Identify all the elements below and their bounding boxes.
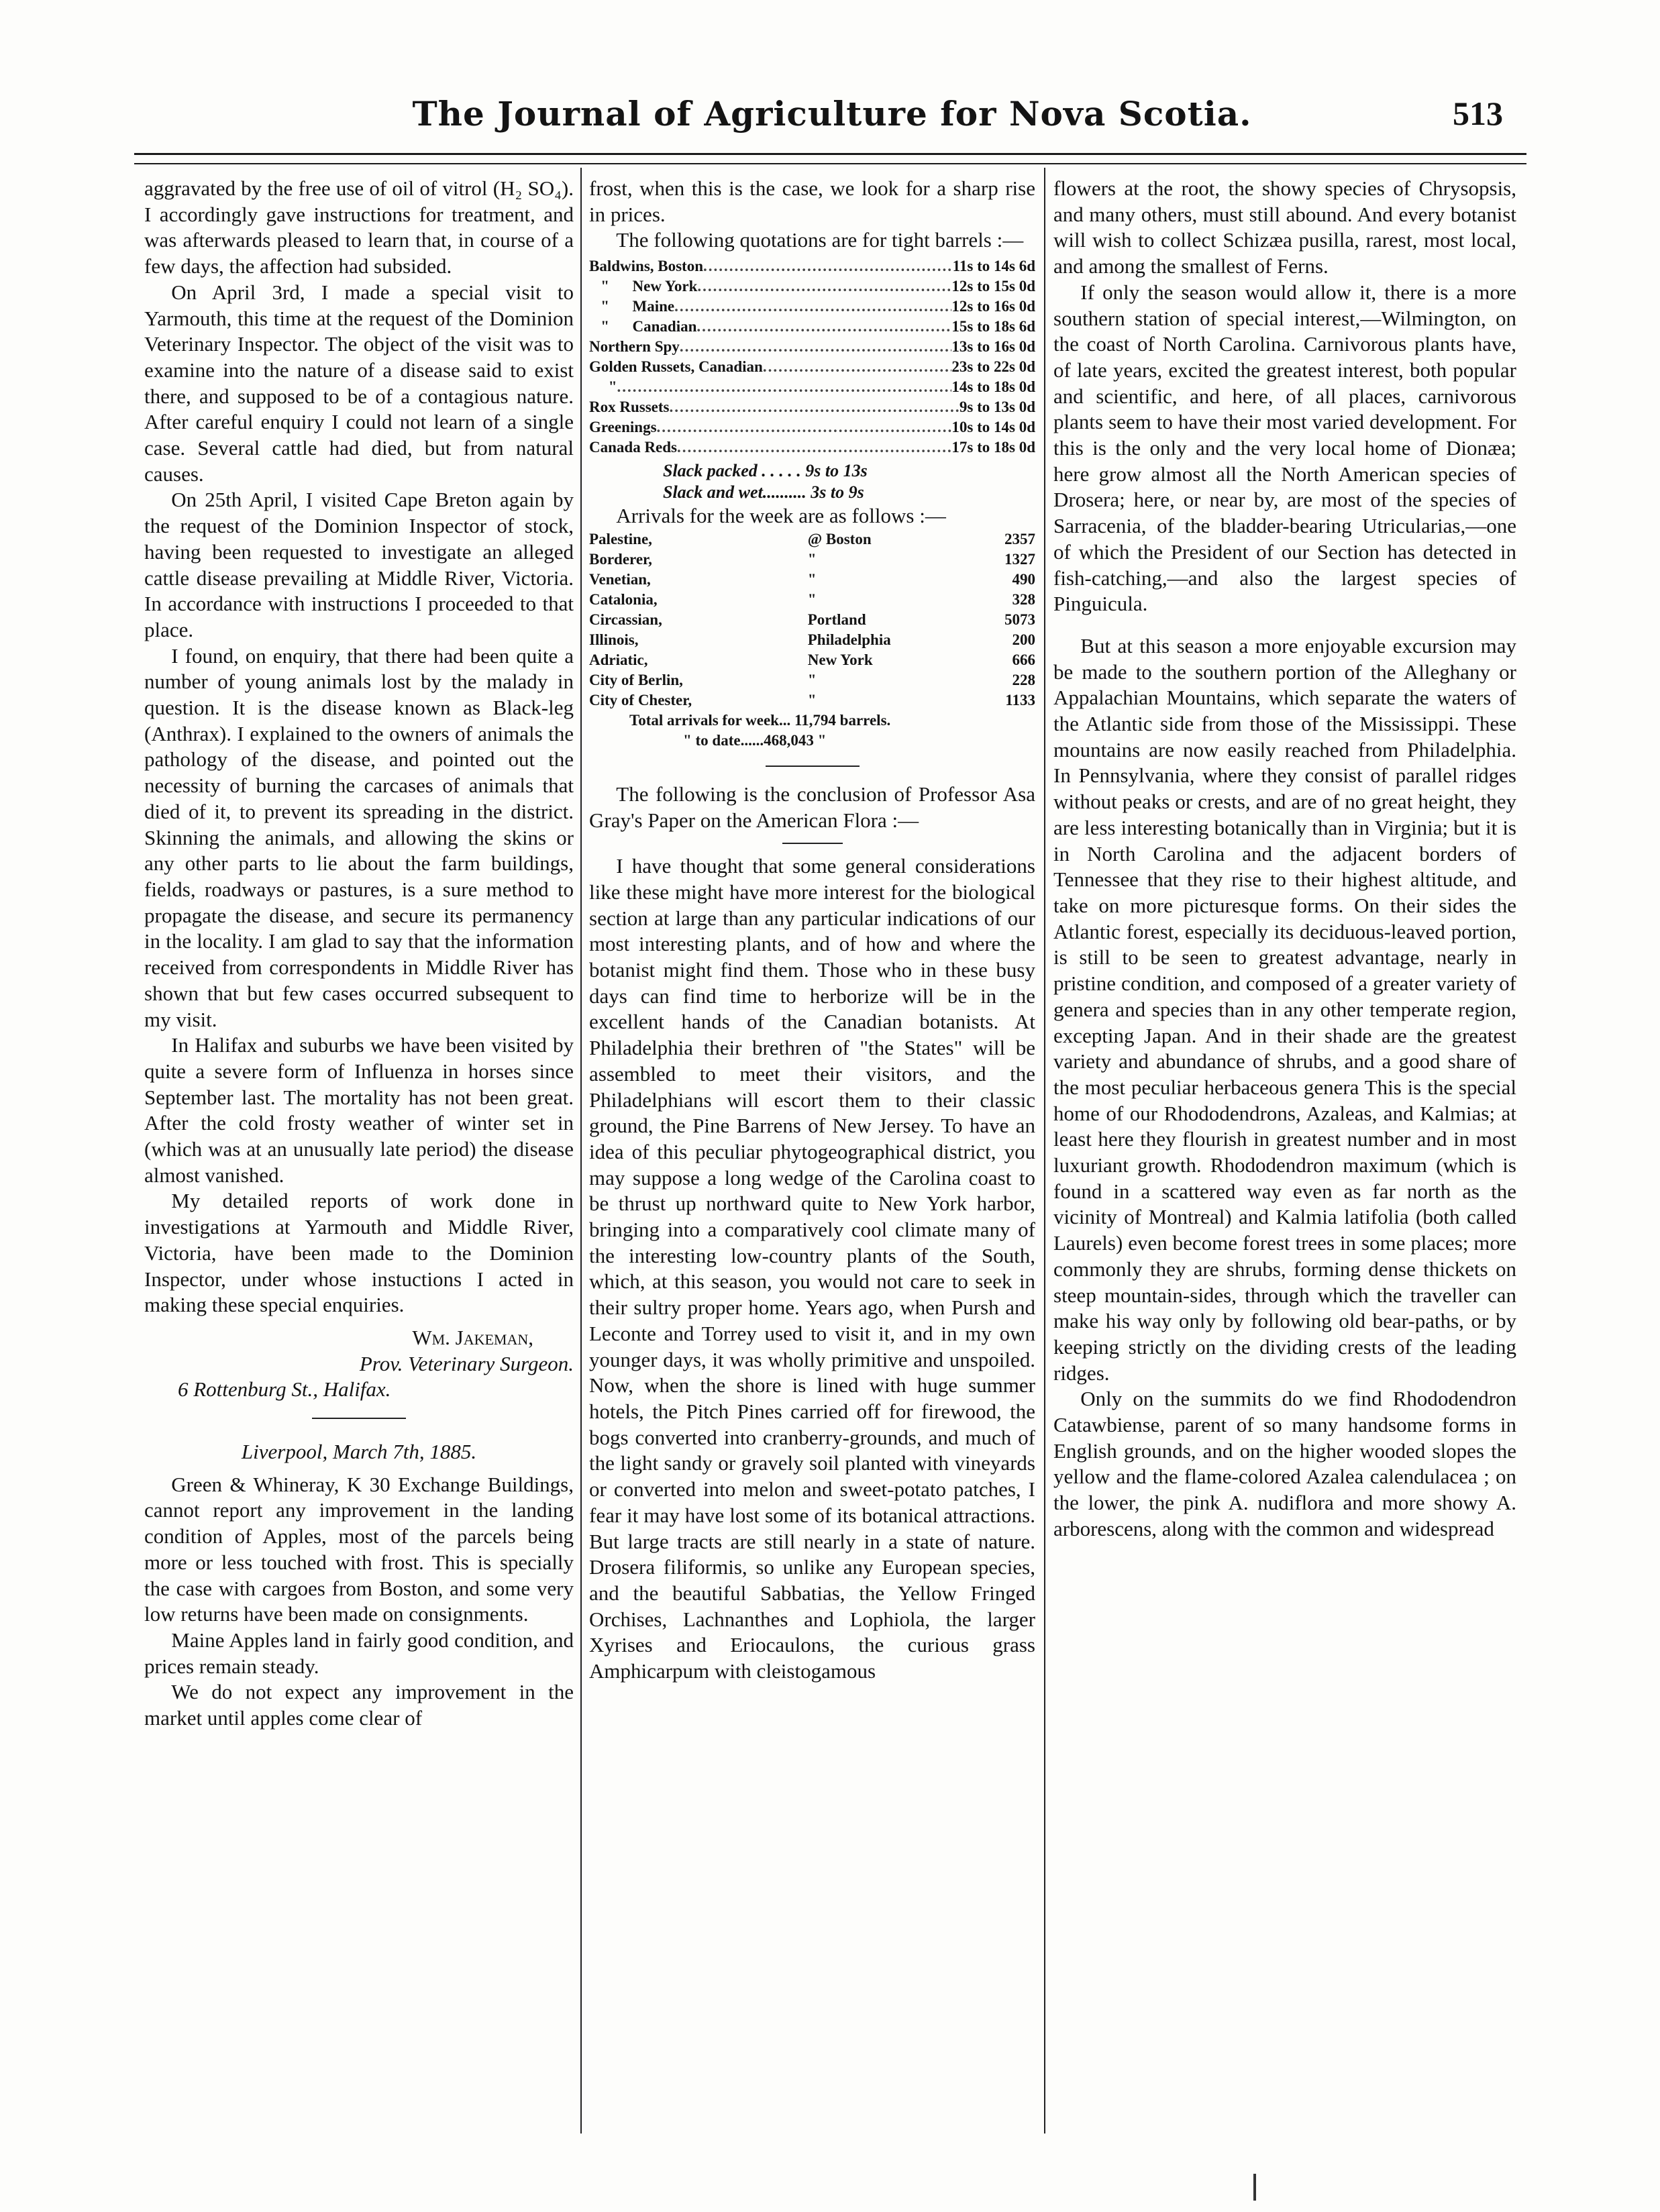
price-quotations-table	[589, 256, 1035, 458]
paragraph: I have thought that some general considerations like these might have more interest for the biological section at large than any particular indications of our most interesting plants, and of how and where the botanist might find them. Those who in these busy days can find time to herborize will be in the excellent hands of the Canadian botanists. At Philadelphia their brethren of "the States" will be assembled to meet their visitors, and the Philadelphians will escort them to their classic ground, the Pine Barrens of New Jersey. To have an idea of this peculiar phytogeographical district, you may suppose a long wedge of the Carolina coast to be thrust up northward quite to New York harbor, bringing into a comparatively cool climate many of the interesting low-country plants of the South, which, at this season, you would not care to seek in their sultry proper home. Years ago, when Pursh and Leconte and Torrey used to visit it, and in my own younger days, it was wholly primitive and unspoiled. Now, when the shore is lined with huge summer hotels, the Pitch Pines carried off for firewood, the bogs converted into cranberry-grounds, and much of the light sandy or gravely soil planted with vineyards or converted into melon and sweet-potato patches, I fear it may have lost some of its botanical attractions. But large tracts are still nearly in a state of nature. Drosera filiformis, so unlike any European species, and the beautiful Sabbatias, the Yellow Fringed Orchises, Lachnanthes and Lophiola, the larger Xyrises and Eriocaulons, the curious grass Amphicarpum with cleistogamous	[589, 854, 1035, 1683]
arrival-barrels: 1133	[1005, 691, 1035, 708]
quotation-variety: Golden Russets, Canadian	[589, 358, 763, 376]
quotation-variety: " Maine	[589, 298, 675, 315]
print-mark	[1253, 2174, 1256, 2201]
paragraph: The following is the conclusion of Professor Asa Gray's Paper on the American Flora :—	[589, 782, 1035, 832]
arrival-ship: City of Chester,	[589, 691, 692, 708]
paragraph: On April 3rd, I made a special visit to Yarmouth, this time at the request of the Dominion Veterinary Inspector. The object of the visit was to examine into the nature of a disease said to exist there, and supposed to be of a contagious nature. After careful enquiry I could not learn of a single case. Several cattle had died, but from natural causes.	[144, 280, 574, 486]
paragraph: My detailed reports of work done in investigations at Yarmouth and Middle River, Victoria, have been made to the Dominion Inspector, under whose instuctions I acted in making these special enquiries.	[144, 1189, 574, 1317]
quotation-variety: Greenings	[589, 419, 657, 436]
paragraph: Arrivals for the week are as follows :—	[616, 504, 946, 528]
quotation-price: 11s to 14s 6d	[952, 258, 1035, 275]
quotation-row	[589, 297, 1035, 317]
quotation-price: 10s to 14s 0d	[951, 419, 1035, 436]
section-divider	[312, 1418, 406, 1419]
arrival-port: Portland	[807, 611, 866, 628]
arrival-row	[589, 630, 1035, 650]
arrival-ship: Borderer,	[589, 550, 652, 568]
quotation-row	[589, 377, 1035, 397]
signature-title: Prov. Veterinary Surgeon.	[359, 1351, 574, 1375]
leader-dots	[657, 417, 952, 437]
paragraph: The following quotations are for tight barrels :—	[616, 228, 1024, 252]
paragraph: If only the season would allow it, there is a more southern station of special interest,—Wilmington, on the coast of North Carolina. Carnivorous plants have, of late years, excited the greatest interest, both popular and scientific, and here, of all places, carnivorous plants seem to have their most varied development. For this is the only and the very local home of Dionæa; here grow almost all the North American species of Drosera; here, or near by, are most of the species of Sarracenia, of the bladder-bearing Utricularias,—one of which the President of our Section has detected in fish-catching,—and also the largest species of Pinguicula.	[1053, 280, 1516, 616]
signature-block	[144, 1325, 574, 1403]
quotation-price: 23s to 22s 0d	[951, 358, 1035, 376]
arrival-port: "	[807, 570, 817, 588]
arrival-barrels: 1327	[1004, 550, 1035, 568]
quotation-variety: "	[589, 378, 617, 396]
total-week: Total arrivals for week... 11,794 barrels.	[629, 711, 891, 729]
arrival-row	[589, 690, 1035, 710]
arrival-ship: Illinois,	[589, 631, 639, 648]
leader-dots	[677, 437, 951, 458]
quotation-row	[589, 256, 1035, 276]
arrival-port: "	[807, 590, 817, 608]
arrival-barrels: 228	[1012, 671, 1035, 688]
paragraph: Maine Apples land in fairly good condition, and prices remain steady.	[144, 1628, 574, 1678]
arrival-barrels: 328	[1012, 590, 1035, 608]
journal-title: The Journal of Agriculture for Nova Scotia.	[412, 94, 1252, 134]
paragraph: Green & Whineray, K 30 Exchange Buildings, cannot report any improvement in the landing condition of Apples, most of the parcels being more or less touched with frost. This is specially the case with cargoes from Boston, and some very low returns have been made on consignments.	[144, 1472, 574, 1626]
quotation-variety: Rox Russets	[589, 399, 670, 416]
paragraph: We do not expect any improvement in the market until apples come clear of	[144, 1680, 574, 1730]
quotation-row	[589, 437, 1035, 458]
arrival-row	[589, 670, 1035, 690]
column-1	[144, 176, 574, 1732]
slack-packed-line: Slack packed . . . . . 9s to 13s	[663, 461, 868, 481]
leader-dots	[674, 297, 951, 317]
arrival-port: "	[807, 671, 817, 688]
arrivals-table	[589, 529, 1035, 710]
column-divider-2	[1044, 168, 1045, 2134]
arrival-port: "	[807, 691, 817, 708]
page-number: 513	[1453, 95, 1503, 132]
quotation-price: 14s to 18s 0d	[951, 378, 1035, 396]
arrival-row	[589, 650, 1035, 670]
paragraph: aggravated by the free use of oil of vitrol (H₂ SO₄). I accordingly gave instructions for treatment, and was afterwards pleased to learn that, in course of a few days, the affection had subsided.	[144, 176, 574, 278]
leader-dots	[617, 377, 952, 397]
leader-dots	[696, 317, 951, 337]
slack-wet-line: Slack and wet.......... 3s to 9s	[663, 482, 864, 503]
arrival-ship: Circassian,	[589, 611, 662, 628]
section-divider	[782, 843, 843, 844]
page-header	[161, 94, 1503, 154]
arrival-row	[589, 590, 1035, 610]
leader-dots	[763, 357, 952, 377]
arrival-row	[589, 610, 1035, 630]
arrival-port: New York	[807, 651, 873, 668]
quotation-variety: " Canadian	[589, 318, 697, 335]
arrival-barrels: 2357	[1004, 530, 1035, 547]
quotation-price: 15s to 18s 6d	[951, 318, 1035, 335]
leader-dots	[669, 397, 959, 417]
quotation-price: 9s to 13s 0d	[959, 399, 1035, 416]
quotation-variety: Baldwins, Boston	[589, 258, 704, 275]
dateline: Liverpool, March 7th, 1885.	[241, 1440, 477, 1464]
arrival-ship: City of Berlin,	[589, 671, 683, 688]
quotation-variety: " New York	[589, 278, 698, 295]
section-divider	[766, 766, 860, 767]
arrival-ship: Palestine,	[589, 530, 652, 547]
arrival-row	[589, 529, 1035, 549]
quotation-row	[589, 357, 1035, 377]
paragraph: I found, on enquiry, that there had been quite a number of young animals lost by the malady in question. It is the disease known as Black-leg (Anthrax). I explained to the owners of animals the pathology of the disease, and pointed out the necessity of burning the carcases of animals that died of it, to prevent its spreading in the district. Skinning the animals, and allowing the skins or any other parts to lie about the farm buildings, fields, roadways or pastures, is a sure method to propagate the disease, and secure its permanency in the locality. I am glad to say that the information received from correspondents in Middle River has shown that but few cases occurred subsequent to my visit.	[144, 643, 574, 1031]
leader-dots	[703, 256, 953, 276]
arrival-ship: Catalonia,	[589, 590, 658, 608]
arrival-ship: Venetian,	[589, 570, 651, 588]
paragraph: On 25th April, I visited Cape Breton again by the request of the Dominion Inspector of stock, having been requested to investigate an alleged cattle disease prevailing at Middle River, Victoria. In accordance with instructions I proceeded to that place.	[144, 488, 574, 641]
paragraph: In Halifax and suburbs we have been visited by quite a severe form of Influenza in horses since September last. The mortality has not been great. After the cold frosty weather of winter set in (which was at an unusually late period) the disease almost vanished.	[144, 1033, 574, 1187]
quotation-row	[589, 417, 1035, 437]
arrival-barrels: 5073	[1004, 611, 1035, 628]
arrival-port: Philadelphia	[807, 631, 891, 648]
quotation-row	[589, 317, 1035, 337]
header-rule-thin	[134, 163, 1526, 164]
arrival-barrels: 490	[1012, 570, 1035, 588]
quotation-row	[589, 276, 1035, 297]
quotation-price: 12s to 15s 0d	[951, 278, 1035, 295]
leader-dots	[680, 337, 952, 357]
arrival-port: "	[807, 550, 817, 568]
paragraph: frost, when this is the case, we look for a sharp rise in prices.	[589, 176, 1035, 226]
header-rule	[134, 153, 1526, 155]
arrival-row	[589, 549, 1035, 570]
quotation-price: 13s to 16s 0d	[951, 338, 1035, 356]
arrival-row	[589, 570, 1035, 590]
signature-address: 6 Rottenburg St., Halifax.	[178, 1377, 391, 1402]
quotation-price: 12s to 16s 0d	[951, 298, 1035, 315]
total-to-date: " to date......468,043 "	[683, 731, 827, 749]
arrival-port: @ Boston	[807, 530, 872, 547]
quotation-variety: Northern Spy	[589, 338, 680, 356]
quotation-variety: Canada Reds	[589, 439, 678, 456]
paragraph: flowers at the root, the showy species of Chrysopsis, and many others, must still abound. And every botanist will wish to collect Schizæa pusilla, rarest, most local, and among the smallest of Ferns.	[1053, 176, 1516, 278]
paragraph: Only on the summits do we find Rhododendron Catawbiense, parent of so many handsome forms in English grounds, and on the higher wooded slopes the yellow and the flame-colored Azalea calendulacea ; on the lower, the pink A. nudiflora and more showy A. arborescens, along with the common and widespread	[1053, 1387, 1516, 1540]
column-3	[1053, 176, 1516, 1542]
arrival-barrels: 200	[1012, 631, 1035, 648]
quotation-row	[589, 337, 1035, 357]
arrival-ship: Adriatic,	[589, 651, 648, 668]
column-divider-1	[580, 168, 582, 2134]
paragraph: But at this season a more enjoyable excursion may be made to the southern portion of the Alleghany or Appalachian Mountains, which separate the waters of the Atlantic side from those of the Mississippi. These mountains are now easily reached from Philadelphia. In Pennsylvania, where they consist of parallel ridges without peaks or crests, and are of no great height, they are less interesting botanically than in Virginia; but it is in North Carolina and the adjacent borders of Tennessee that they rise to their highest altitude, and take on more picturesque forms. On their sides the Atlantic forest, especially its deciduous-leaved portion, is still to be seen to greatest advantage, nearly in pristine condition, and composed of a greater variety of genera and species than in any other temperate region, excepting Japan. And in their shade are the greatest variety and abundance of shrubs, and a good share of the most peculiar herbaceous genera This is the special home of our Rhododendrons, Azaleas, and Kalmias; at least here they flourish in greatest number and in most luxuriant growth. Rhododendron maximum (which is found in a scattered way even as far north as the vicinity of Montreal) and Kalmia latifolia (both called Laurels) even become forest trees in some places; more commonly they are shrubs, forming dense thickets on steep mountain-sides, through which the traveller can make his way only by following old bear-paths, or by keeping strictly on the dividing crests of the leading ridges.	[1053, 633, 1516, 1385]
leader-dots	[697, 276, 951, 297]
arrival-barrels: 666	[1012, 651, 1035, 668]
quotation-row	[589, 397, 1035, 417]
signature-name: Wm. Jakeman,	[412, 1325, 533, 1349]
column-2	[589, 176, 1035, 1685]
quotation-price: 17s to 18s 0d	[951, 439, 1035, 456]
